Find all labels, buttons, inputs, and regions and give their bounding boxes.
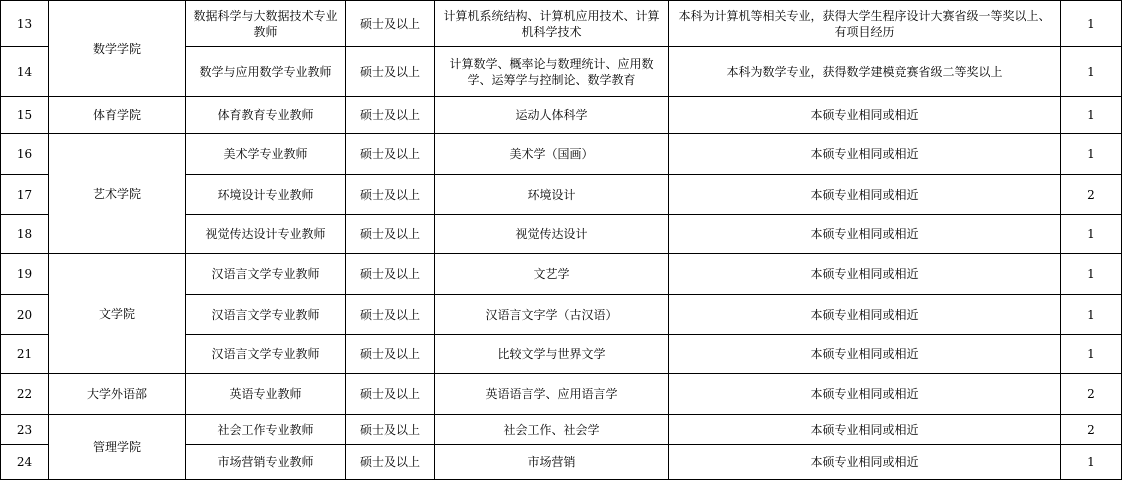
degree-cell: 硕士及以上 [346,374,435,415]
table-row [1,254,1122,295]
major-cell: 计算数学、概率论与数理统计、应用数学、运筹学与控制论、数学教育 [435,47,669,97]
position-cell: 汉语言文学专业教师 [186,295,346,335]
count-cell: 1 [1061,1,1122,47]
row-number: 23 [1,415,49,445]
row-number: 13 [1,1,49,47]
count-cell: 1 [1061,445,1122,480]
row-number: 24 [1,445,49,480]
position-cell: 汉语言文学专业教师 [186,254,346,295]
major-cell: 文艺学 [435,254,669,295]
row-number: 22 [1,374,49,415]
requirement-cell: 本硕专业相同或相近 [669,374,1061,415]
department-cell: 文学院 [49,254,186,374]
position-cell: 美术学专业教师 [186,134,346,175]
degree-cell: 硕士及以上 [346,335,435,374]
degree-cell: 硕士及以上 [346,254,435,295]
requirement-cell: 本硕专业相同或相近 [669,254,1061,295]
row-number: 20 [1,295,49,335]
requirement-cell: 本硕专业相同或相近 [669,215,1061,254]
major-cell: 环境设计 [435,175,669,215]
count-cell: 1 [1061,295,1122,335]
major-cell: 社会工作、社会学 [435,415,669,445]
requirement-cell: 本科为数学专业，获得数学建模竞赛省级二等奖以上 [669,47,1061,97]
major-cell: 美术学（国画） [435,134,669,175]
row-number: 17 [1,175,49,215]
requirement-cell: 本硕专业相同或相近 [669,335,1061,374]
count-cell: 1 [1061,215,1122,254]
count-cell: 1 [1061,254,1122,295]
degree-cell: 硕士及以上 [346,215,435,254]
count-cell: 1 [1061,134,1122,175]
position-cell: 环境设计专业教师 [186,175,346,215]
row-number: 18 [1,215,49,254]
major-cell: 比较文学与世界文学 [435,335,669,374]
table-row [1,97,1122,134]
department-cell: 管理学院 [49,415,186,480]
degree-cell: 硕士及以上 [346,134,435,175]
requirement-cell: 本科为计算机等相关专业，获得大学生程序设计大赛省级一等奖以上、有项目经历 [669,1,1061,47]
row-number: 16 [1,134,49,175]
position-cell: 市场营销专业教师 [186,445,346,480]
position-cell: 数学与应用数学专业教师 [186,47,346,97]
requirement-cell: 本硕专业相同或相近 [669,415,1061,445]
degree-cell: 硕士及以上 [346,445,435,480]
degree-cell: 硕士及以上 [346,47,435,97]
count-cell: 2 [1061,374,1122,415]
table-row [1,374,1122,415]
requirement-cell: 本硕专业相同或相近 [669,295,1061,335]
department-cell: 大学外语部 [49,374,186,415]
major-cell: 市场营销 [435,445,669,480]
position-cell: 社会工作专业教师 [186,415,346,445]
requirement-cell: 本硕专业相同或相近 [669,97,1061,134]
row-number: 15 [1,97,49,134]
table-row [1,134,1122,175]
row-number: 19 [1,254,49,295]
table-row [1,415,1122,445]
major-cell: 视觉传达设计 [435,215,669,254]
department-cell: 体育学院 [49,97,186,134]
degree-cell: 硕士及以上 [346,415,435,445]
major-cell: 汉语言文字学（古汉语） [435,295,669,335]
department-cell: 数学学院 [49,1,186,97]
position-cell: 英语专业教师 [186,374,346,415]
count-cell: 1 [1061,47,1122,97]
count-cell: 2 [1061,415,1122,445]
major-cell: 运动人体科学 [435,97,669,134]
major-cell: 英语语言学、应用语言学 [435,374,669,415]
requirement-cell: 本硕专业相同或相近 [669,175,1061,215]
position-cell: 汉语言文学专业教师 [186,335,346,374]
degree-cell: 硕士及以上 [346,1,435,47]
position-cell: 数据科学与大数据技术专业教师 [186,1,346,47]
degree-cell: 硕士及以上 [346,295,435,335]
table-row [1,1,1122,47]
count-cell: 1 [1061,97,1122,134]
degree-cell: 硕士及以上 [346,175,435,215]
department-cell: 艺术学院 [49,134,186,254]
count-cell: 2 [1061,175,1122,215]
count-cell: 1 [1061,335,1122,374]
position-cell: 视觉传达设计专业教师 [186,215,346,254]
requirement-cell: 本硕专业相同或相近 [669,134,1061,175]
row-number: 14 [1,47,49,97]
requirement-cell: 本硕专业相同或相近 [669,445,1061,480]
row-number: 21 [1,335,49,374]
position-cell: 体育教育专业教师 [186,97,346,134]
degree-cell: 硕士及以上 [346,97,435,134]
major-cell: 计算机系统结构、计算机应用技术、计算机科学技术 [435,1,669,47]
